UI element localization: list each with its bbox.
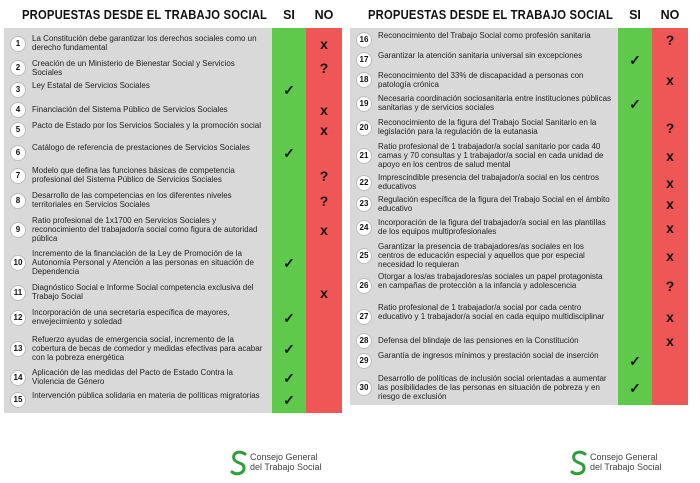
cross-icon: x — [666, 72, 674, 88]
item-number-badge: 16 — [356, 32, 372, 48]
table-row — [4, 366, 342, 389]
proposal-text: Reconocimiento de la figura del Trabajo Social Sanitario en la legislación para la regulación de la eutanasia — [378, 118, 597, 137]
left-panel — [4, 0, 346, 483]
no-column-header: NO — [660, 8, 680, 22]
item-number-badge: 4 — [10, 102, 26, 118]
item-number-badge: 17 — [356, 52, 372, 68]
item-number-badge: 22 — [356, 175, 372, 191]
proposal-text: Ratio profesional de 1 trabajador/a social por cada centro educativo y 1 trabajador/a social en cada equipo multidisciplinar — [378, 303, 605, 322]
check-icon: ✓ — [283, 310, 295, 326]
proposal-text: Otorgar a los/as trabajadores/as sociales un papel protagonista en campañas de protección a la infancia y adolescencia — [378, 272, 603, 291]
table-row — [350, 240, 688, 271]
cross-icon: x — [666, 248, 674, 264]
si-column-header: SI — [629, 8, 641, 22]
proposal-text: Imprescindible presencia del trabajador/a social en los centros educativos — [378, 173, 600, 192]
table-row — [4, 79, 342, 101]
item-number-badge: 25 — [356, 248, 372, 264]
proposal-text: Garantizar la presencia de trabajadores/as sociales en los centros de educación especial y aquellos que por especial necesidad lo requieran — [378, 242, 585, 270]
table-row — [350, 349, 688, 372]
table-row — [350, 271, 688, 301]
cross-icon: x — [320, 122, 328, 138]
logo — [230, 448, 340, 478]
logo-text-line2: del Trabajo Social — [250, 462, 322, 472]
proposal-text: Garantizar la atención sanitaria universal sin excepciones — [378, 51, 583, 60]
item-number-badge: 15 — [10, 392, 26, 408]
table-row — [4, 304, 342, 331]
item-number-badge: 3 — [10, 82, 26, 98]
table-row — [350, 116, 688, 139]
item-number-badge: 7 — [10, 168, 26, 184]
table-row — [4, 164, 342, 187]
proposal-text: Reconocimiento del 33% de discapacidad a personas con patología crónica — [378, 71, 584, 90]
logo-swirl-icon — [570, 450, 588, 476]
item-number-badge: 8 — [10, 193, 26, 209]
proposal-text: Ley Estatal de Servicios Sociales — [32, 81, 150, 90]
item-number-badge: 2 — [10, 60, 26, 76]
item-number-badge: 24 — [356, 220, 372, 236]
table-row — [4, 245, 342, 281]
proposal-text: Catálogo de referencia de prestaciones de Servicios Sociales — [32, 143, 250, 152]
table-row — [4, 331, 342, 366]
item-number-badge: 19 — [356, 96, 372, 112]
proposal-text: Desarrollo de las competencias en los diferentes niveles territoriales en Servicios Sociales — [32, 191, 232, 210]
logo-text-line1: Consejo General — [250, 452, 318, 462]
item-number-badge: 10 — [10, 255, 26, 271]
proposal-text: Financiación del Sistema Público de Servicios Sociales — [32, 105, 228, 114]
check-icon: ✓ — [283, 341, 295, 357]
table-row — [4, 214, 342, 245]
table-row — [4, 187, 342, 214]
proposal-text: Creación de un Ministerio de Bienestar Social y Servicios Sociales — [32, 59, 235, 78]
proposal-text: Diagnóstico Social e Informe Social competencia exclusiva del Trabajo Social — [32, 283, 254, 302]
check-icon: ✓ — [283, 82, 295, 98]
table-row — [4, 141, 342, 164]
item-number-badge: 21 — [356, 148, 372, 164]
cross-icon: x — [666, 220, 674, 236]
table-title: PROPUESTAS DESDE EL TRABAJO SOCIAL — [22, 8, 268, 22]
check-icon: ✓ — [283, 370, 295, 386]
cross-icon: x — [666, 175, 674, 191]
check-icon: ✓ — [283, 145, 295, 161]
item-number-badge: 1 — [10, 36, 26, 52]
check-icon: ✓ — [629, 353, 641, 369]
table-header — [350, 0, 692, 28]
cross-icon: x — [320, 285, 328, 301]
proposal-text: Incorporación de la figura del trabajador/a social en las plantillas de los equipos multiprofesionales — [378, 218, 606, 237]
check-icon: ✓ — [283, 392, 295, 408]
table-row — [350, 333, 688, 349]
item-number-badge: 23 — [356, 196, 372, 212]
question-icon: ? — [665, 278, 675, 294]
logo-swirl-icon — [230, 450, 248, 476]
question-icon: ? — [665, 120, 675, 136]
no-column-header: NO — [314, 8, 334, 22]
table-row — [350, 193, 688, 215]
proposal-text: Desarrollo de políticas de inclusión social orientadas a aumentar las posibilidades de las personas en situación de pobreza y en riesgo de exclusión — [378, 374, 607, 402]
proposal-text: Modelo que defina las funciones básicas de competencia profesional del Sistema Público de Servicios Sociales — [32, 166, 235, 185]
proposal-text: Ratio profesional de 1 trabajador/a social sanitario por cada 40 camas y 70 consultas y 1 trabajador/a social en cada unidad de apoyo en los centros de salud mental — [378, 142, 604, 170]
question-icon: ? — [319, 168, 329, 184]
item-number-badge: 11 — [10, 285, 26, 301]
table-row — [350, 301, 688, 333]
proposal-text: Pacto de Estado por los Servicios Sociales y la promoción social — [32, 121, 261, 130]
cross-icon: x — [666, 196, 674, 212]
proposal-text: Intervención pública solidaria en materia de políticas migratorias — [32, 391, 260, 400]
table-row — [4, 101, 342, 119]
logo-text-line1: Consejo General — [590, 452, 658, 462]
cross-icon: x — [666, 309, 674, 325]
proposal-text: Reconocimiento del Trabajo Social como profesión sanitaria — [378, 31, 591, 40]
item-number-badge: 18 — [356, 72, 372, 88]
table-header — [4, 0, 346, 28]
si-column-header: SI — [283, 8, 295, 22]
table-row — [4, 281, 342, 304]
table-row — [350, 50, 688, 69]
item-number-badge: 27 — [356, 309, 372, 325]
check-icon: ✓ — [629, 96, 641, 112]
cross-icon: x — [666, 333, 674, 349]
item-number-badge: 12 — [10, 310, 26, 326]
item-number-badge: 14 — [10, 370, 26, 386]
question-icon: ? — [319, 60, 329, 76]
table-row — [4, 30, 342, 57]
check-icon: ✓ — [629, 52, 641, 68]
item-number-badge: 5 — [10, 122, 26, 138]
table-row — [350, 69, 688, 91]
check-icon: ✓ — [629, 380, 641, 396]
cross-icon: x — [320, 36, 328, 52]
item-number-badge: 9 — [10, 222, 26, 238]
proposal-text: Refuerzo ayudas de emergencia social, incremento de la cobertura de becas de comedor y medidas efectivas para acabar con la pobreza energética — [32, 335, 263, 363]
item-number-badge: 26 — [356, 278, 372, 294]
table-row — [350, 172, 688, 193]
question-icon: ? — [665, 32, 675, 48]
check-icon: ✓ — [283, 255, 295, 271]
table-row — [350, 139, 688, 172]
table-row — [350, 215, 688, 240]
table-row — [4, 119, 342, 141]
table-title: PROPUESTAS DESDE EL TRABAJO SOCIAL — [368, 8, 614, 22]
item-number-badge: 20 — [356, 120, 372, 136]
proposal-text: La Constitución debe garantizar los derechos sociales como un derecho fundamental — [32, 34, 257, 53]
logo-text-line2: del Trabajo Social — [590, 462, 662, 472]
table-row — [350, 91, 688, 116]
proposal-text: Ratio profesional de 1x1700 en Servicios Sociales y reconocimiento del trabajador/a social como figura de autoridad pública — [32, 216, 258, 244]
cross-icon: x — [320, 102, 328, 118]
table-row — [350, 30, 688, 50]
proposal-text: Necesaria coordinación sociosanitaria entre instituciones públicas sanitarias y de servicios sociales — [378, 94, 612, 113]
proposal-text: Incremento de la financiación de la Ley de Promoción de la Autonomía Personal y Atención a las personas en situación de Dependencia — [32, 249, 254, 277]
table-row — [4, 57, 342, 79]
question-icon: ? — [319, 193, 329, 209]
item-number-badge: 30 — [356, 380, 372, 396]
cross-icon: x — [320, 222, 328, 238]
logo — [570, 448, 680, 478]
item-number-badge: 13 — [10, 341, 26, 357]
table-row — [4, 389, 342, 411]
proposal-text: Incorporación de una secretaría específica de mayores, envejecimiento y soledad — [32, 308, 230, 327]
item-number-badge: 28 — [356, 333, 372, 349]
proposal-text: Defensa del blindaje de las pensiones en la Constitución — [378, 336, 579, 345]
proposal-text: Regulación específica de la figura del Trabajo Social en el ámbito educativo — [378, 195, 610, 214]
proposal-text: Aplicación de las medidas del Pacto de Estado Contra la Violencia de Género — [32, 368, 234, 387]
item-number-badge: 29 — [356, 353, 372, 369]
cross-icon: x — [666, 148, 674, 164]
table-row — [350, 372, 688, 403]
proposal-text: Garantía de ingresos mínimos y prestación social de inserción — [378, 351, 599, 360]
item-number-badge: 6 — [10, 145, 26, 161]
right-panel — [350, 0, 692, 483]
